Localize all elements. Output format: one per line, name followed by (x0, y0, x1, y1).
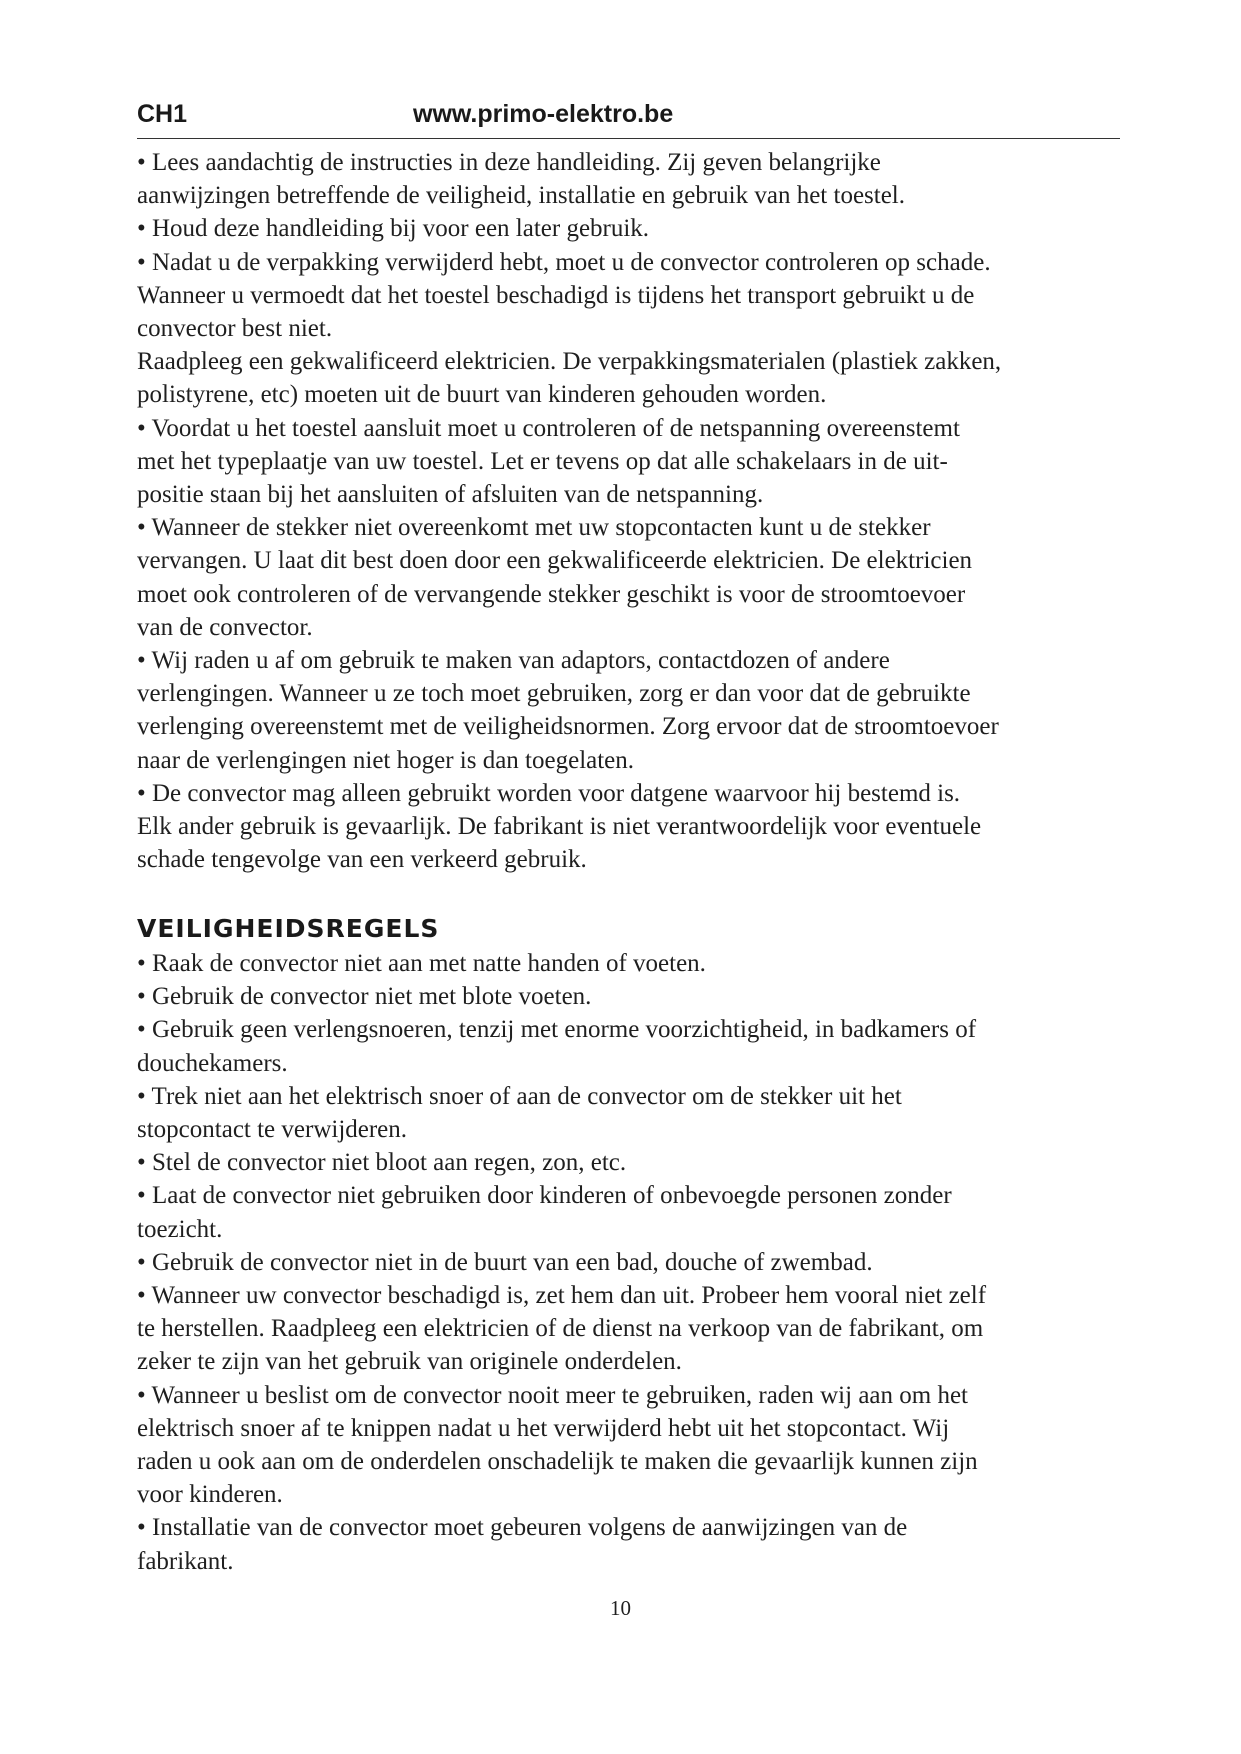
text-line: verlenging overeenstemt met de veiligheidsnormen. Zorg ervoor dat de stroomtoevoer (137, 713, 999, 741)
text-line: • Stel de convector niet bloot aan regen, zon, etc. (137, 1149, 627, 1177)
text-line: aanwijzingen betreffende de veiligheid, installatie en gebruik van het toestel. (137, 182, 906, 210)
text-line: verlengingen. Wanneer u ze toch moet gebruiken, zorg er dan voor dat de gebruikte (137, 680, 971, 708)
text-line: • Wanneer u beslist om de convector nooit meer te gebruiken, raden wij aan om het (137, 1381, 969, 1409)
text-line: • Laat de convector niet gebruiken door kinderen of onbevoegde personen zonder (137, 1182, 952, 1210)
text-line: • Voordat u het toestel aansluit moet u controleren of de netspanning overeenstemt (137, 414, 960, 442)
text-line: Raadpleeg een gekwalificeerd elektricien. De verpakkingsmaterialen (plastiek zakken, (137, 348, 1002, 376)
page-number: 10 (610, 1596, 631, 1620)
chapter-code: CH1 (137, 100, 188, 128)
text-line: • Gebruik de convector niet met blote voeten. (137, 983, 592, 1011)
text-line: Elk ander gebruik is gevaarlijk. De fabrikant is niet verantwoordelijk voor eventuele (137, 813, 982, 841)
text-line: • Gebruik geen verlengsnoeren, tenzij met enorme voorzichtigheid, in badkamers of (137, 1016, 977, 1044)
safety-rules-text (137, 947, 1127, 1578)
text-line: • Raak de convector niet aan met natte handen of voeten. (137, 950, 706, 977)
text-line: • Wij raden u af om gebruik te maken van adaptors, contactdozen of andere (137, 647, 890, 675)
text-line: • Gebruik de convector niet in de buurt van een bad, douche of zwembad. (137, 1248, 873, 1276)
text-line: zeker te zijn van het gebruik van originele onderdelen. (137, 1348, 682, 1376)
text-line: polistyrene, etc) moeten uit de buurt van kinderen gehouden worden. (137, 381, 827, 409)
text-line: voor kinderen. (137, 1481, 283, 1509)
text-line: stopcontact te verwijderen. (137, 1116, 408, 1144)
text-line: • Installatie van de convector moet gebeuren volgens de aanwijzingen van de (137, 1514, 908, 1542)
text-line: toezicht. (137, 1215, 223, 1243)
text-line: • Nadat u de verpakking verwijderd hebt, moet u de convector controleren op schade. (137, 248, 991, 276)
text-line: douchekamers. (137, 1049, 288, 1077)
section-heading: VEILIGHEIDSREGELS (137, 914, 440, 943)
text-line: schade tengevolge van een verkeerd gebruik. (137, 846, 587, 874)
page-header (137, 98, 1120, 139)
text-line: met het typeplaatje van uw toestel. Let er tevens op dat alle schakelaars in de uit- (137, 447, 948, 475)
text-line: convector best niet. (137, 315, 333, 343)
text-line: fabrikant. (137, 1547, 234, 1575)
text-line: • Houd deze handleiding bij voor een later gebruik. (137, 215, 650, 243)
text-line: • De convector mag alleen gebruikt worden voor datgene waarvoor hij bestemd is. (137, 779, 961, 807)
text-line: • Wanneer uw convector beschadigd is, zet hem dan uit. Probeer hem vooral niet zelf (137, 1282, 987, 1310)
website-url: www.primo-elektro.be (413, 100, 674, 128)
text-line: moet ook controleren of de vervangende stekker geschikt is voor de stroomtoevoer (137, 580, 966, 608)
text-line: Wanneer u vermoedt dat het toestel beschadigd is tijdens het transport gebruikt u de (137, 281, 975, 309)
intro-text (137, 146, 1127, 876)
text-line: vervangen. U laat dit best doen door een gekwalificeerde elektricien. De elektricien (137, 547, 973, 575)
text-line: te herstellen. Raadpleeg een elektricien of de dienst na verkoop van de fabrikant, om (137, 1315, 984, 1343)
text-line: van de convector. (137, 613, 313, 641)
text-line: naar de verlengingen niet hoger is dan toegelaten. (137, 746, 635, 774)
text-line: • Wanneer de stekker niet overeenkomt met uw stopcontacten kunt u de stekker (137, 514, 931, 542)
text-line: positie staan bij het aansluiten of afsluiten van de netspanning. (137, 481, 764, 509)
text-line: elektrisch snoer af te knippen nadat u het verwijderd hebt uit het stopcontact. Wij (137, 1414, 950, 1442)
text-line: • Trek niet aan het elektrisch snoer of aan de convector om de stekker uit het (137, 1082, 902, 1110)
text-line: raden u ook aan om de onderdelen onschadelijk te maken die gevaarlijk kunnen zijn (137, 1448, 978, 1476)
text-line: • Lees aandachtig de instructies in deze handleiding. Zij geven belangrijke (137, 149, 881, 176)
